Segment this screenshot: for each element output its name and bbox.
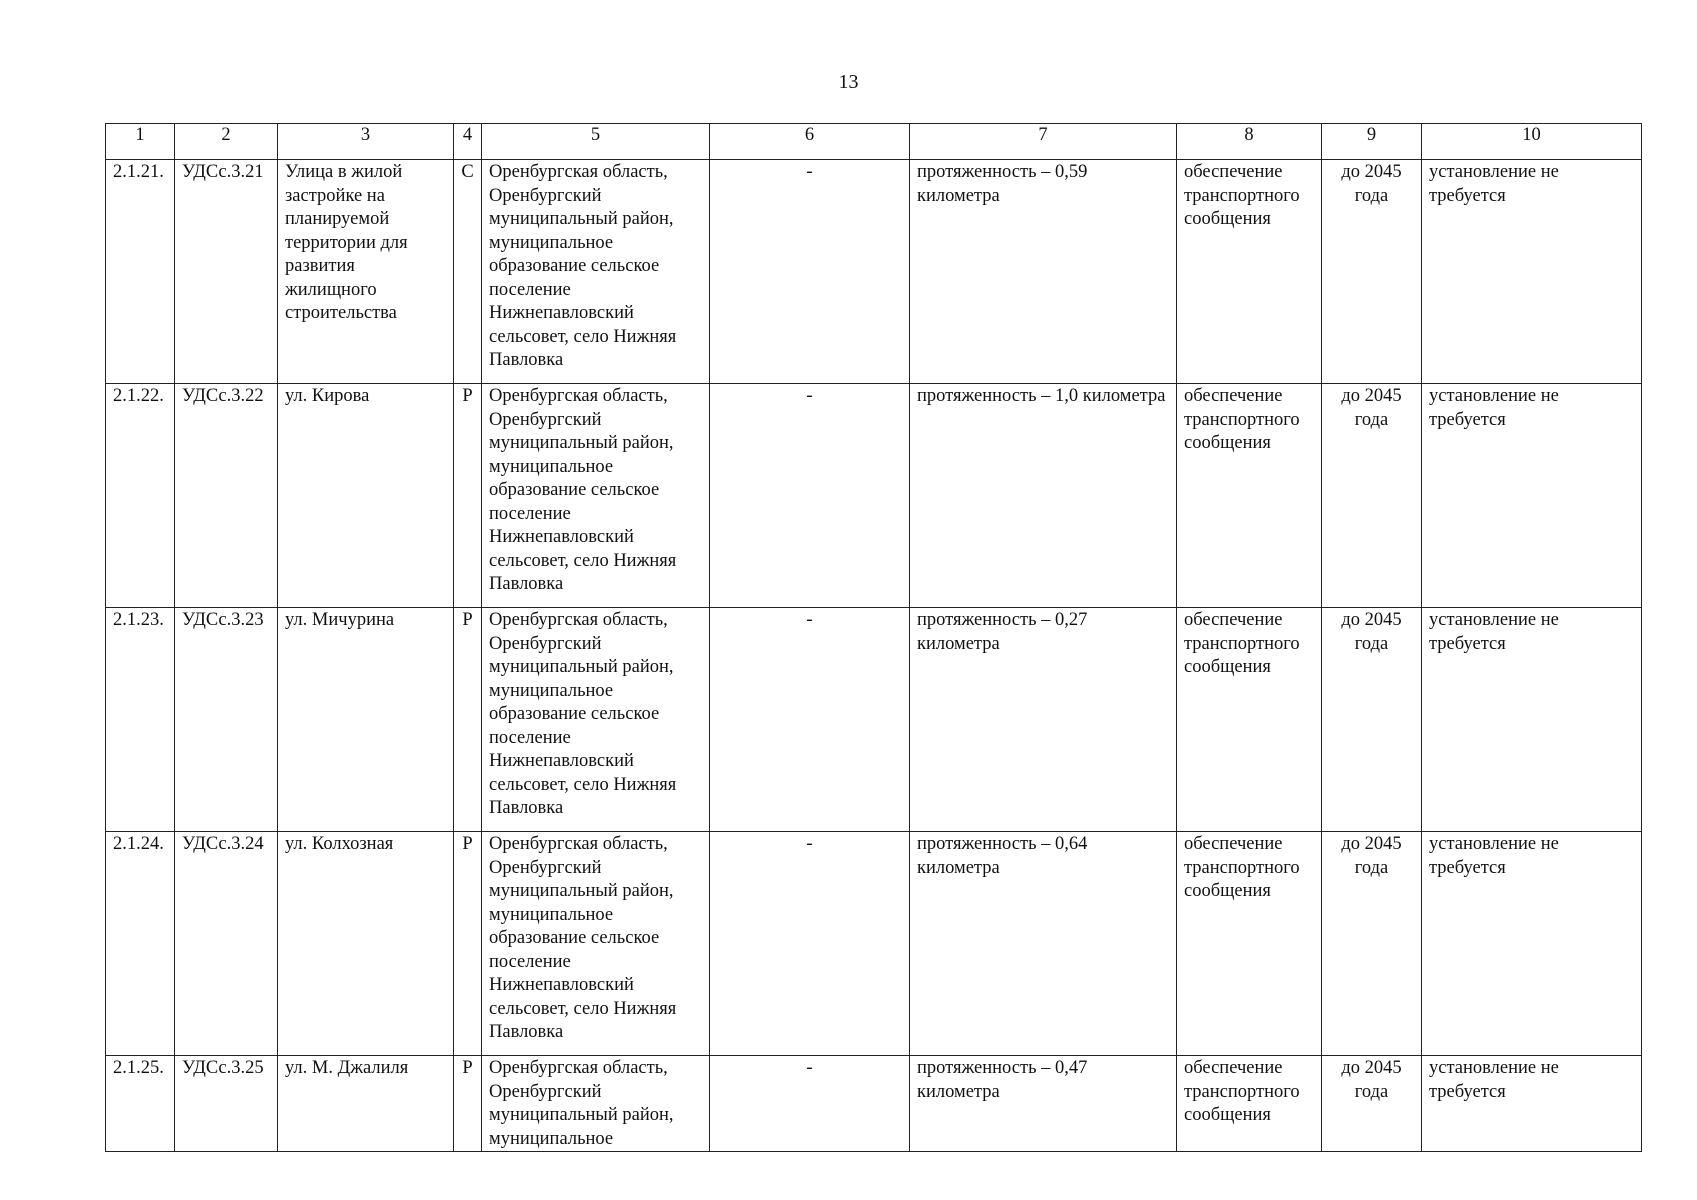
cell-location: Оренбургская область, Оренбургский муниципальный район, муниципальное образование сельское поселение Нижнепавловский сельсовет, село Нижняя Павловка (482, 160, 710, 384)
cell-name: ул. М. Джалиля (278, 1056, 454, 1152)
cell-number: 2.1.25. (106, 1056, 175, 1152)
cell-number: 2.1.21. (106, 160, 175, 384)
header-col-9: 9 (1322, 124, 1422, 160)
cell-type: С (454, 160, 482, 384)
cell-zones: установление не требуется (1422, 384, 1642, 608)
header-col-4: 4 (454, 124, 482, 160)
cell-zones: установление не требуется (1422, 1056, 1642, 1152)
cell-term: до 2045 года (1322, 832, 1422, 1056)
cell-location: Оренбургская область, Оренбургский муниципальный район, муниципальное (482, 1056, 710, 1152)
table-row (106, 160, 1642, 384)
cell-name: ул. Кирова (278, 384, 454, 608)
cell-col6: - (710, 384, 910, 608)
cell-purpose: обеспечение транспортного сообщения (1177, 384, 1322, 608)
cell-col6: - (710, 1056, 910, 1152)
header-col-3: 3 (278, 124, 454, 160)
cell-characteristics: протяженность – 0,47 километра (910, 1056, 1177, 1152)
cell-col6: - (710, 160, 910, 384)
header-col-7: 7 (910, 124, 1177, 160)
cell-characteristics: протяженность – 0,64 километра (910, 832, 1177, 1056)
cell-code: УДСс.3.21 (175, 160, 278, 384)
objects-table (105, 123, 1642, 1152)
table-row (106, 384, 1642, 608)
header-col-5: 5 (482, 124, 710, 160)
cell-purpose: обеспечение транспортного сообщения (1177, 608, 1322, 832)
cell-type: Р (454, 384, 482, 608)
header-col-6: 6 (710, 124, 910, 160)
cell-characteristics: протяженность – 0,27 километра (910, 608, 1177, 832)
cell-col6: - (710, 832, 910, 1056)
table-header-row (106, 124, 1642, 160)
cell-zones: установление не требуется (1422, 832, 1642, 1056)
cell-term: до 2045 года (1322, 160, 1422, 384)
cell-code: УДСс.3.23 (175, 608, 278, 832)
cell-code: УДСс.3.24 (175, 832, 278, 1056)
cell-name: Улица в жилой застройке на планируемой территории для развития жилищного строительства (278, 160, 454, 384)
cell-number: 2.1.23. (106, 608, 175, 832)
cell-type: Р (454, 832, 482, 1056)
table-row (106, 1056, 1642, 1152)
header-col-8: 8 (1177, 124, 1322, 160)
cell-term: до 2045 года (1322, 384, 1422, 608)
cell-code: УДСс.3.25 (175, 1056, 278, 1152)
header-col-10: 10 (1422, 124, 1642, 160)
header-col-2: 2 (175, 124, 278, 160)
cell-purpose: обеспечение транспортного сообщения (1177, 160, 1322, 384)
cell-location: Оренбургская область, Оренбургский муниципальный район, муниципальное образование сельское поселение Нижнепавловский сельсовет, село Нижняя Павловка (482, 608, 710, 832)
cell-term: до 2045 года (1322, 1056, 1422, 1152)
page-number: 13 (838, 71, 859, 93)
cell-col6: - (710, 608, 910, 832)
table-row (106, 832, 1642, 1056)
cell-zones: установление не требуется (1422, 160, 1642, 384)
table-row (106, 608, 1642, 832)
cell-zones: установление не требуется (1422, 608, 1642, 832)
header-col-1: 1 (106, 124, 175, 160)
cell-purpose: обеспечение транспортного сообщения (1177, 832, 1322, 1056)
cell-characteristics: протяженность – 0,59 километра (910, 160, 1177, 384)
cell-name: ул. Колхозная (278, 832, 454, 1056)
cell-number: 2.1.22. (106, 384, 175, 608)
cell-code: УДСс.3.22 (175, 384, 278, 608)
cell-term: до 2045 года (1322, 608, 1422, 832)
cell-characteristics: протяженность – 1,0 километра (910, 384, 1177, 608)
cell-name: ул. Мичурина (278, 608, 454, 832)
cell-purpose: обеспечение транспортного сообщения (1177, 1056, 1322, 1152)
cell-number: 2.1.24. (106, 832, 175, 1056)
cell-location: Оренбургская область, Оренбургский муниципальный район, муниципальное образование сельское поселение Нижнепавловский сельсовет, село Нижняя Павловка (482, 832, 710, 1056)
cell-location: Оренбургская область, Оренбургский муниципальный район, муниципальное образование сельское поселение Нижнепавловский сельсовет, село Нижняя Павловка (482, 384, 710, 608)
cell-type: Р (454, 1056, 482, 1152)
cell-type: Р (454, 608, 482, 832)
